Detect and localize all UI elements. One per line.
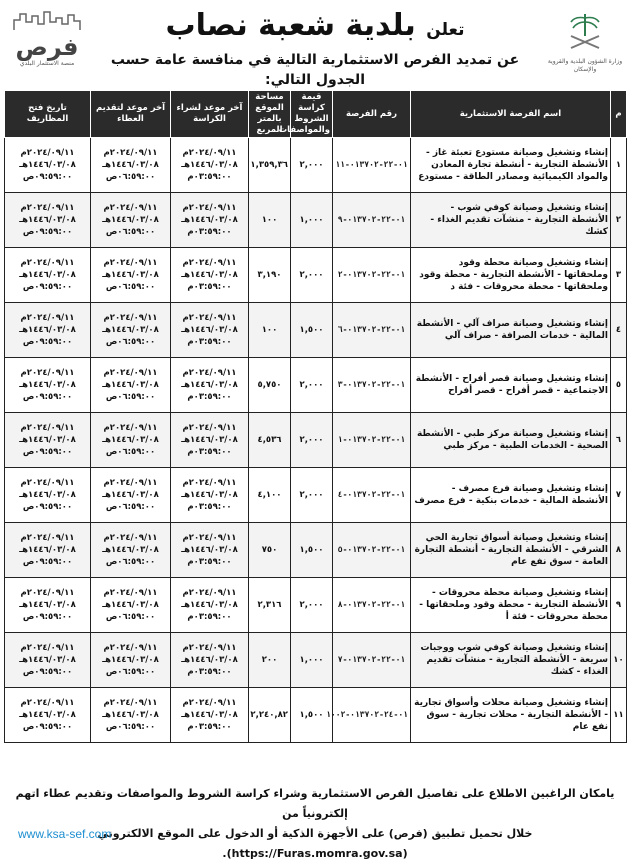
cell-open [5,138,91,193]
cell-price: ٢,٠٠٠ [291,138,333,193]
date-line: ٠٦:٥٩:٠٠ص [105,502,156,512]
cell-id: ٠١-٢٢-٠١٣٧٠٢-٦ [333,303,411,358]
date-line: ٢٠٢٤/٠٩/١١م [182,643,237,653]
furas-wordmark: فرص [15,33,79,61]
table-row [5,523,627,578]
date-line: ٢٠٢٤/٠٩/١١م [103,533,158,543]
date-line: ٢٠٢٤/٠٩/١١م [182,478,237,488]
date-line: ٢٠٢٤/٠٩/١١م [103,313,158,323]
cell-num: ٦ [611,413,627,468]
table-row [5,303,627,358]
cell-area: ٢,٢٤٠,٨٢ [249,688,291,743]
cell-id: ٠١-٢٤-٠١٣٧٠٢-١٠٠٢ [333,688,411,743]
date-line: ٢٠٢٤/٠٩/١١م [103,203,158,213]
cell-submit [91,688,171,743]
cell-id: ٠١-٢٢-٠١٣٧٠٢-٨ [333,578,411,633]
cell-buy [171,303,249,358]
date-line: ٠٣:٥٩:٠٠م [187,172,232,182]
furas-logo [4,10,90,82]
cell-num: ١١ [611,688,627,743]
cell-num: ٢ [611,193,627,248]
cell-submit [91,468,171,523]
cell-area: ٣,١٩٠ [249,248,291,303]
skyline-icon [12,10,82,30]
cell-name: إنشاء وتشغيل وصيانة كوفي شوب ووجبات سريعة - الأنشطة التجارية - منشآت تقديم الغذاء - كشك [411,633,611,688]
date-line: ٠٩:٥٩:٠٠ص [22,227,73,237]
date-line: ٠٩:٥٩:٠٠ص [22,337,73,347]
ad-header [0,0,630,88]
cell-area: ٤,١٠٠ [249,468,291,523]
cell-price: ١,٠٠٠ [291,633,333,688]
title-prefix: تعلن [426,20,465,40]
date-line: ١٤٤٦/٠٣/٠٨هـ [19,325,76,335]
date-line: ١٤٤٦/٠٣/٠٨هـ [181,380,238,390]
cell-open [5,413,91,468]
date-line: ١٤٤٦/٠٣/٠٨هـ [181,655,238,665]
cell-buy [171,468,249,523]
date-line: ٢٠٢٤/٠٩/١١م [103,698,158,708]
cell-name: إنشاء وتشغيل وصيانة أسواق تجارية الحي الشرقي - الأنشطة التجارية - أنشطة التجارة العامة - سوق نفع عام [411,523,611,578]
cell-area: ٧٥٠ [249,523,291,578]
footer-line-2: خلال تحميل تطبيق (فرص) على الأجهزة الذكية أو الدخول على الموقع الالكتروني (https://Furas.momra.gov.sa). [97,827,533,860]
cell-name: إنشاء وتشغيل وصيانة قصر أفراح - الأنشطة الاجتماعية - قصر أفراح - قصر أفراح [411,358,611,413]
cell-open [5,468,91,523]
cell-price: ٢,٠٠٠ [291,468,333,523]
date-line: ٠٦:٥٩:٠٠ص [105,337,156,347]
cell-open [5,193,91,248]
cell-id: ٠١-٢٢-٠١٣٧٠٢-٩ [333,193,411,248]
date-line: ٠٦:٥٩:٠٠ص [105,227,156,237]
date-line: ١٤٤٦/٠٣/٠٨هـ [19,490,76,500]
date-line: ٠٩:٥٩:٠٠ص [22,392,73,402]
table-row [5,193,627,248]
date-line: ٠٦:٥٩:٠٠ص [105,722,156,732]
date-line: ١٤٤٦/٠٣/٠٨هـ [181,160,238,170]
date-line: ٠٣:٥٩:٠٠م [187,502,232,512]
date-line: ٢٠٢٤/٠٩/١١م [20,533,75,543]
cell-num: ٤ [611,303,627,358]
date-line: ٠٩:٥٩:٠٠ص [22,172,73,182]
date-line: ٠٣:٥٩:٠٠م [187,612,232,622]
header-price: قيمة كراسة الشروط والمواصفات [291,91,333,138]
date-line: ١٤٤٦/٠٣/٠٨هـ [102,270,159,280]
date-line: ٠٦:٥٩:٠٠ص [105,392,156,402]
date-line: ٠٩:٥٩:٠٠ص [22,447,73,457]
date-line: ٢٠٢٤/٠٩/١١م [20,478,75,488]
date-line: ٠٩:٥٩:٠٠ص [22,722,73,732]
date-line: ٠٩:٥٩:٠٠ص [22,612,73,622]
cell-name: إنشاء وتشغيل وصيانة محطة وقود وملحقاتها - الأنشطة التجارية - محطة وقود وملحقاتها - محطة محروقات - فئة د [411,248,611,303]
date-line: ٢٠٢٤/٠٩/١١م [103,368,158,378]
date-line: ٠٦:٥٩:٠٠ص [105,612,156,622]
date-line: ٢٠٢٤/٠٩/١١م [103,643,158,653]
date-line: ١٤٤٦/٠٣/٠٨هـ [181,215,238,225]
table-row [5,578,627,633]
cell-price: ١,٥٠٠ [291,523,333,578]
date-line: ٢٠٢٤/٠٩/١١م [20,203,75,213]
cell-open [5,523,91,578]
date-line: ٠٣:٥٩:٠٠م [187,392,232,402]
date-line: ١٤٤٦/٠٣/٠٨هـ [102,215,159,225]
header-name: اسم الفرصة الاستثمارية [411,91,611,138]
header-num: م [611,91,627,138]
title-main: بلدية شعبة نصاب [165,8,416,43]
date-line: ٢٠٢٤/٠٩/١١م [103,478,158,488]
date-line: ٢٠٢٤/٠٩/١١م [20,258,75,268]
cell-area: ٢٠٠ [249,633,291,688]
date-line: ٢٠٢٤/٠٩/١١م [182,258,237,268]
date-line: ٠٩:٥٩:٠٠ص [22,502,73,512]
date-line: ٠٦:٥٩:٠٠ص [105,667,156,677]
date-line: ١٤٤٦/٠٣/٠٨هـ [102,325,159,335]
date-line: ٢٠٢٤/٠٩/١١م [182,368,237,378]
date-line: ١٤٤٦/٠٣/٠٨هـ [181,490,238,500]
date-line: ٢٠٢٤/٠٩/١١م [20,423,75,433]
cell-open [5,358,91,413]
cell-price: ٢,٠٠٠ [291,248,333,303]
cell-buy [171,193,249,248]
date-line: ٢٠٢٤/٠٩/١١م [20,588,75,598]
cell-submit [91,138,171,193]
cell-submit [91,523,171,578]
table-row [5,248,627,303]
table-row [5,358,627,413]
date-line: ١٤٤٦/٠٣/٠٨هـ [102,600,159,610]
cell-buy [171,138,249,193]
cell-price: ٢,٠٠٠ [291,413,333,468]
header-area: مساحة الموقع بالمتر المربع [249,91,291,138]
date-line: ١٤٤٦/٠٣/٠٨هـ [19,435,76,445]
page-title [110,6,520,50]
date-line: ٢٠٢٤/٠٩/١١م [103,423,158,433]
date-line: ٢٠٢٤/٠٩/١١م [20,698,75,708]
date-line: ١٤٤٦/٠٣/٠٨هـ [19,160,76,170]
cell-buy [171,248,249,303]
cell-num: ٣ [611,248,627,303]
cell-area: ١,٣٥٩,٣٦ [249,138,291,193]
date-line: ١٤٤٦/٠٣/٠٨هـ [102,160,159,170]
date-line: ١٤٤٦/٠٣/٠٨هـ [19,215,76,225]
date-line: ٢٠٢٤/٠٩/١١م [182,533,237,543]
date-line: ٢٠٢٤/٠٩/١١م [20,643,75,653]
table-row [5,138,627,193]
date-line: ٢٠٢٤/٠٩/١١م [182,313,237,323]
date-line: ٢٠٢٤/٠٩/١١م [182,203,237,213]
date-line: ٠٣:٥٩:٠٠م [187,227,232,237]
date-line: ١٤٤٦/٠٣/٠٨هـ [19,545,76,555]
date-line: ٠٣:٥٩:٠٠م [187,447,232,457]
table-row [5,633,627,688]
cell-num: ٨ [611,523,627,578]
cell-submit [91,633,171,688]
date-line: ٠٣:٥٩:٠٠م [187,667,232,677]
cell-submit [91,358,171,413]
date-line: ٢٠٢٤/٠٩/١١م [20,313,75,323]
date-line: ٢٠٢٤/٠٩/١١م [103,258,158,268]
table-row [5,413,627,468]
cell-buy [171,523,249,578]
cell-name: إنشاء وتشغيل وصيانة كوفي شوب - الأنشطة التجارية - منشآت تقديم الغذاء - كشك [411,193,611,248]
date-line: ١٤٤٦/٠٣/٠٨هـ [181,545,238,555]
header-open: تاريخ فتح المظاريف [5,91,91,138]
cell-id: ٠١-٢٢-٠١٣٧٠٢-٣ [333,358,411,413]
cell-id: ٠١-٢٢-٠١٣٧٠٢-٤ [333,468,411,523]
cell-price: ١,٥٠٠ [291,303,333,358]
cell-id: ٠١-٢٢-٠١٣٧٠٢-٧ [333,633,411,688]
table-row [5,468,627,523]
header-buy: آخر موعد لشراء الكراسة [171,91,249,138]
date-line: ٢٠٢٤/٠٩/١١م [20,148,75,158]
date-line: ١٤٤٦/٠٣/٠٨هـ [181,710,238,720]
header-id: رقم الفرصة [333,91,411,138]
date-line: ٠٩:٥٩:٠٠ص [22,557,73,567]
date-line: ١٤٤٦/٠٣/٠٨هـ [181,435,238,445]
date-line: ٢٠٢٤/٠٩/١١م [20,368,75,378]
watermark-text: www.ksa-sef.com [18,827,112,841]
cell-name: إنشاء وتشغيل وصيانة مستودع تعبئة غاز - الأنشطة التجارية - أنشطة تجارة المعادن والمواد الكيميائية ومصادر الطاقة - مستودع [411,138,611,193]
header-submit: آخر موعد لتقديم العطاء [91,91,171,138]
cell-price: ٢,٠٠٠ [291,578,333,633]
date-line: ٢٠٢٤/٠٩/١١م [182,698,237,708]
ministry-name: وزارة الشؤون البلدية والقروية والإسكان [547,58,623,73]
ministry-logo [544,10,626,82]
cell-submit [91,248,171,303]
cell-num: ٥ [611,358,627,413]
cell-area: ٥,٧٥٠ [249,358,291,413]
date-line: ١٤٤٦/٠٣/٠٨هـ [19,600,76,610]
date-line: ٠٦:٥٩:٠٠ص [105,447,156,457]
page-subtitle: عن تمديد الفرص الاستثمارية التالية في منافسة عامة حسب الجدول التالي: [110,52,520,88]
cell-id: ٠١-٢٢-٠١٣٧٠٢-٥ [333,523,411,578]
cell-buy [171,413,249,468]
date-line: ١٤٤٦/٠٣/٠٨هـ [102,545,159,555]
cell-open [5,303,91,358]
cell-id: ٠١-٢٢-٠١٣٧٠٢-١ [333,413,411,468]
table-row [5,688,627,743]
cell-area: ٤,٥٣٦ [249,413,291,468]
cell-id: ٠١-٢٢-٠١٣٧٠٢-١١ [333,138,411,193]
date-line: ١٤٤٦/٠٣/٠٨هـ [181,325,238,335]
cell-area: ١٠٠ [249,193,291,248]
date-line: ٠٣:٥٩:٠٠م [187,557,232,567]
cell-num: ١٠ [611,633,627,688]
date-line: ٠٦:٥٩:٠٠ص [105,172,156,182]
date-line: ١٤٤٦/٠٣/٠٨هـ [181,270,238,280]
title-block [110,6,520,90]
furas-tagline: منصة الاستثمار البلدي [19,60,75,67]
cell-submit [91,413,171,468]
cell-name: إنشاء وتشغيل وصيانة صراف آلي - الأنشطة المالية - خدمات الصرافة - صراف آلي [411,303,611,358]
date-line: ٢٠٢٤/٠٩/١١م [103,588,158,598]
date-line: ١٤٤٦/٠٣/٠٨هـ [102,710,159,720]
date-line: ٠٣:٥٩:٠٠م [187,337,232,347]
date-line: ٠٦:٥٩:٠٠ص [105,557,156,567]
cell-buy [171,358,249,413]
date-line: ٠٣:٥٩:٠٠م [187,282,232,292]
cell-open [5,578,91,633]
date-line: ٢٠٢٤/٠٩/١١م [182,148,237,158]
cell-name: إنشاء وتشغيل وصيانة مركز طبي - الأنشطة الصحية - الخدمات الطبية - مركز طبي [411,413,611,468]
date-line: ١٤٤٦/٠٣/٠٨هـ [19,380,76,390]
cell-submit [91,193,171,248]
date-line: ١٤٤٦/٠٣/٠٨هـ [19,270,76,280]
cell-buy [171,578,249,633]
date-line: ١٤٤٦/٠٣/٠٨هـ [102,490,159,500]
date-line: ١٤٤٦/٠٣/٠٨هـ [19,655,76,665]
cell-open [5,248,91,303]
date-line: ٢٠٢٤/٠٩/١١م [182,588,237,598]
cell-id: ٠١-٢٢-٠١٣٧٠٢-٢ [333,248,411,303]
cell-open [5,688,91,743]
date-line: ٢٠٢٤/٠٩/١١م [182,423,237,433]
date-line: ٢٠٢٤/٠٩/١١م [103,148,158,158]
cell-num: ٧ [611,468,627,523]
cell-name: إنشاء وتشغيل وصيانة محلات وأسواق تجارية - الأنشطة التجارية - محلات تجارية - سوق نفع عام [411,688,611,743]
cell-buy [171,688,249,743]
date-line: ٠٦:٥٩:٠٠ص [105,282,156,292]
cell-open [5,633,91,688]
cell-buy [171,633,249,688]
cell-name: إنشاء وتشغيل وصيانة محطة محروقات - الأنشطة التجارية - محطة وقود وملحقاتها - محطة محروقات - فئة أ [411,578,611,633]
palm-swords-icon [563,10,607,54]
date-line: ١٤٤٦/٠٣/٠٨هـ [181,600,238,610]
opportunities-table [4,90,627,743]
cell-name: إنشاء وتشغيل وصيانة فرع مصرف - الأنشطة المالية - خدمات بنكية - فرع مصرف [411,468,611,523]
date-line: ٠٩:٥٩:٠٠ص [22,282,73,292]
date-line: ٠٣:٥٩:٠٠م [187,722,232,732]
cell-num: ١ [611,138,627,193]
date-line: ١٤٤٦/٠٣/٠٨هـ [102,380,159,390]
cell-price: ١,٠٠٠ [291,193,333,248]
cell-price: ٢,٠٠٠ [291,358,333,413]
cell-price: ١,٥٠٠ [291,688,333,743]
cell-area: ١٠٠ [249,303,291,358]
cell-num: ٩ [611,578,627,633]
date-line: ١٤٤٦/٠٣/٠٨هـ [19,710,76,720]
date-line: ٠٩:٥٩:٠٠ص [22,667,73,677]
table-header-row [5,91,627,138]
date-line: ١٤٤٦/٠٣/٠٨هـ [102,435,159,445]
cell-submit [91,303,171,358]
date-line: ١٤٤٦/٠٣/٠٨هـ [102,655,159,665]
footer-line-1: يامكان الراغبين الاطلاع على تفاصيل الفرص الاستثمارية وشراء كراسة الشروط والمواصفات وتقديم عطاء اتهم إلكترونياً من [15,787,615,820]
cell-submit [91,578,171,633]
cell-area: ٢,٣١٦ [249,578,291,633]
